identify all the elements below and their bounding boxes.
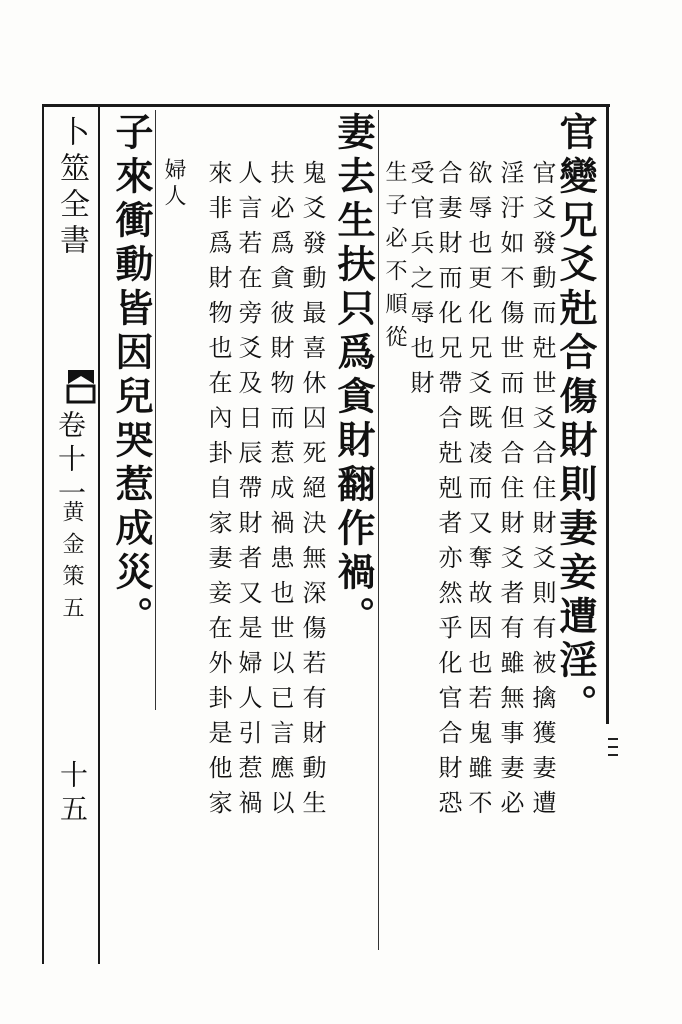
main-text-column: 官變兄爻兙合傷財則妻妾遭淫。 — [553, 112, 598, 728]
commentary-column: 欲辱也更化兄爻既凌而又奪故因也若鬼雖不 — [464, 160, 492, 825]
commentary-column: 婦人 — [161, 158, 186, 210]
left-border-rule — [42, 104, 44, 964]
folio-number: 十五 — [56, 760, 89, 828]
volume-label: 卷十一 — [54, 410, 87, 512]
commentary-column: 受官兵之辱也財 — [406, 160, 434, 405]
column-divider-rule — [155, 110, 156, 710]
column-divider-rule — [378, 110, 379, 950]
commentary-column: 來非爲財物也在內卦自家妻妾在外卦是他家 — [204, 160, 232, 825]
commentary-column: 人言若在旁爻及日辰帶財者又是婦人引惹禍 — [234, 160, 262, 825]
commentary-column: 鬼爻發動最喜休囚死絕決無深傷若有財動生 — [298, 160, 326, 825]
book-title: 卜筮全書 — [54, 116, 89, 260]
margin-divider-rule — [98, 104, 100, 964]
right-border-rule — [606, 104, 609, 724]
commentary-column: 淫汙如不傷世而但合住財爻者有雖無事妻必 — [496, 160, 524, 825]
commentary-column: 官爻發動而兙世爻合住財爻則有被擒獲妻遭 — [528, 160, 556, 825]
commentary-column: 扶必爲貪彼財物而惹成禍患也世以已言應以 — [266, 160, 294, 825]
commentary-column: 合妻財而化兄帶合兙剋者亦然乎化官合財恐 — [434, 160, 462, 825]
fish-tail-mark-icon — [66, 368, 96, 404]
commentary-column: 生子必不順從 — [382, 160, 407, 358]
chapter-label: 黄金策五 — [59, 500, 84, 628]
main-text-column: 子來衝動皆因兒哭惹成災。 — [109, 112, 154, 640]
main-text-column: 妻去生扶只爲貪財翻作禍。 — [331, 112, 376, 640]
edge-tick-marks — [606, 700, 622, 800]
top-border-rule — [42, 104, 610, 107]
